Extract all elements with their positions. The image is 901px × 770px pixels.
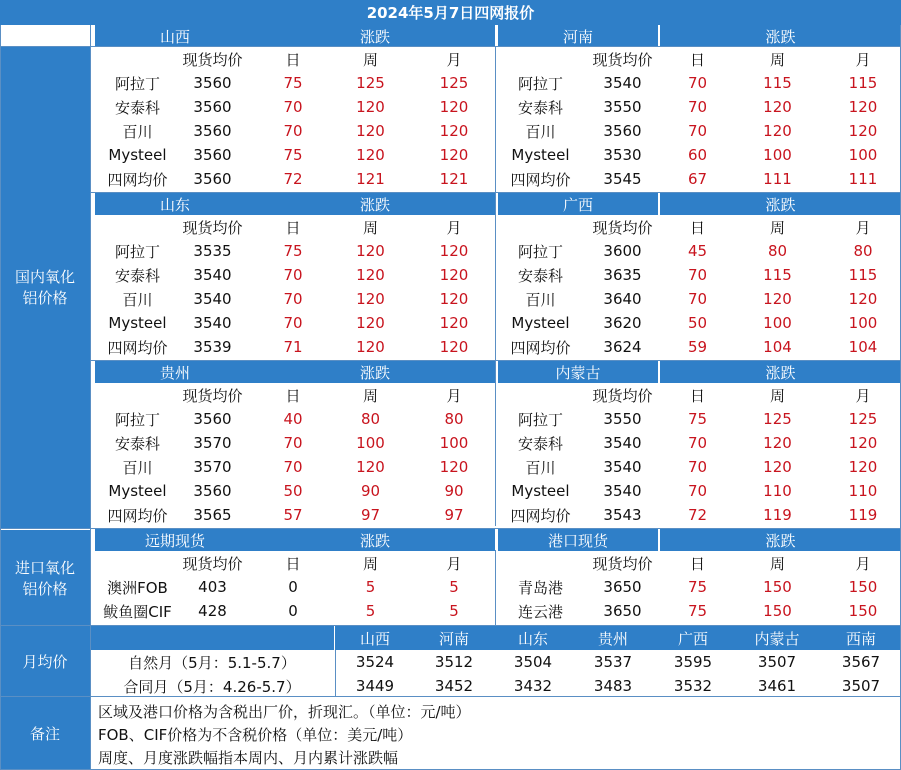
- price-value: 428: [198, 602, 227, 620]
- monthly-region-header: 山西: [335, 626, 415, 650]
- price-value: 3540: [193, 314, 232, 332]
- price-value: 3560: [193, 410, 232, 428]
- price-value: 3560: [193, 74, 232, 92]
- monthly-row-label: 自然月（5月：5.1-5.7）: [128, 653, 296, 672]
- note-line: 区域及港口价格为含税出厂价，折现汇。（单位：元/吨）: [98, 703, 471, 721]
- change-header: 涨跌: [255, 529, 495, 551]
- grid-line: [90, 192, 901, 193]
- week-change: 115: [763, 74, 792, 92]
- price-header: 现货均价: [182, 218, 243, 237]
- day-change: 70: [283, 434, 303, 452]
- price-value: 3640: [603, 290, 642, 308]
- source-label: 阿拉丁: [114, 242, 160, 261]
- week-change: 125: [763, 410, 792, 428]
- day-change: 57: [283, 506, 303, 524]
- change-header: 涨跌: [255, 193, 495, 215]
- price-header: 现货均价: [182, 554, 243, 573]
- region-name: 山西: [95, 25, 255, 47]
- month-change: 5: [449, 602, 459, 620]
- price-value: 3560: [603, 122, 642, 140]
- side-label-domestic: 国内氧化铝价格: [0, 46, 90, 528]
- month-header: 月: [855, 218, 871, 237]
- source-label: Mysteel: [511, 314, 570, 332]
- source-label: 阿拉丁: [517, 74, 563, 93]
- month-header: 月: [446, 50, 462, 69]
- note-line: FOB、CIF价格为不含税价格（单位：美元/吨）: [98, 726, 413, 744]
- week-change: 125: [356, 74, 385, 92]
- source-label: 四网均价: [107, 170, 168, 189]
- week-change: 100: [763, 146, 792, 164]
- source-label: 四网均价: [510, 338, 571, 357]
- week-change: 120: [763, 98, 792, 116]
- month-change: 80: [853, 242, 873, 260]
- week-header: 周: [362, 386, 378, 405]
- price-value: 3620: [603, 314, 642, 332]
- table-title: 2024年5月7日四网报价: [0, 0, 901, 25]
- source-label: 四网均价: [107, 338, 168, 357]
- month-change: 125: [848, 410, 878, 428]
- month-header: 月: [855, 554, 871, 573]
- month-change: 120: [848, 290, 878, 308]
- week-header: 周: [769, 50, 785, 69]
- source-label: 安泰科: [517, 98, 563, 117]
- price-value: 3550: [603, 410, 642, 428]
- change-header: 涨跌: [660, 25, 901, 47]
- day-change: 70: [687, 122, 708, 140]
- monthly-value: 3449: [355, 677, 395, 695]
- import-group-name: 港口现货: [498, 529, 658, 551]
- day-change: 70: [283, 290, 303, 308]
- week-change: 111: [763, 170, 792, 188]
- price-value: 3545: [603, 170, 642, 188]
- monthly-value: 3452: [434, 677, 474, 695]
- month-change: 119: [848, 506, 878, 524]
- week-change: 119: [763, 506, 792, 524]
- month-change: 120: [439, 266, 469, 284]
- monthly-value: 3504: [513, 653, 553, 671]
- price-value: 3560: [193, 482, 232, 500]
- month-change: 120: [439, 458, 469, 476]
- month-header: 月: [855, 50, 871, 69]
- week-change: 120: [763, 458, 792, 476]
- week-change: 121: [356, 170, 385, 188]
- grid-line: [0, 528, 901, 529]
- week-change: 120: [356, 458, 385, 476]
- week-change: 120: [356, 290, 385, 308]
- price-header: 现货均价: [592, 386, 653, 405]
- week-change: 150: [763, 578, 792, 596]
- source-label: 安泰科: [114, 98, 160, 117]
- price-header: 现货均价: [592, 554, 653, 573]
- price-value: 3560: [193, 122, 232, 140]
- day-header: 日: [689, 50, 705, 69]
- day-change: 50: [283, 482, 303, 500]
- price-value: 3600: [603, 242, 642, 260]
- source-label: 百川: [525, 458, 556, 477]
- price-value: 3540: [603, 74, 642, 92]
- price-header: 现货均价: [592, 218, 653, 237]
- source-label: 四网均价: [510, 170, 571, 189]
- price-value: 3550: [603, 98, 642, 116]
- month-change: 120: [439, 122, 469, 140]
- monthly-region-header: 河南: [415, 626, 493, 650]
- month-change: 5: [449, 578, 459, 596]
- monthly-value: 3512: [434, 653, 474, 671]
- import-group-name: 远期现货: [95, 529, 255, 551]
- month-change: 100: [848, 314, 878, 332]
- month-change: 120: [439, 338, 469, 356]
- source-label: 连云港: [517, 602, 563, 621]
- month-change: 120: [439, 314, 469, 332]
- day-change: 75: [283, 74, 303, 92]
- month-change: 120: [439, 146, 469, 164]
- source-label: 安泰科: [114, 266, 160, 285]
- month-header: 月: [446, 218, 462, 237]
- month-change: 120: [848, 122, 878, 140]
- monthly-value: 3461: [757, 677, 797, 695]
- price-value: 3540: [603, 482, 642, 500]
- source-label: Mysteel: [108, 482, 167, 500]
- price-value: 3543: [603, 506, 642, 524]
- grid-line: [90, 25, 91, 770]
- day-change: 60: [687, 146, 708, 164]
- week-change: 5: [365, 602, 376, 620]
- source-label: Mysteel: [511, 146, 570, 164]
- region-name: 贵州: [95, 361, 255, 383]
- source-label: 百川: [122, 122, 153, 141]
- region-name: 内蒙古: [498, 361, 658, 383]
- month-change: 100: [439, 434, 469, 452]
- month-change: 150: [848, 602, 878, 620]
- month-header: 月: [446, 386, 462, 405]
- month-header: 月: [446, 554, 462, 573]
- price-value: 3535: [193, 242, 232, 260]
- day-change: 75: [283, 146, 303, 164]
- month-change: 120: [848, 98, 878, 116]
- week-change: 104: [763, 338, 792, 356]
- day-change: 50: [687, 314, 708, 332]
- day-header: 日: [689, 386, 705, 405]
- monthly-value: 3524: [355, 653, 395, 671]
- monthly-value: 3537: [593, 653, 633, 671]
- day-change: 0: [288, 602, 298, 620]
- day-change: 75: [687, 410, 708, 428]
- source-label: 百川: [525, 290, 556, 309]
- monthly-value: 3507: [757, 653, 797, 671]
- price-value: 3635: [603, 266, 642, 284]
- day-change: 70: [283, 122, 303, 140]
- price-value: 3540: [193, 290, 232, 308]
- week-change: 110: [763, 482, 792, 500]
- day-change: 70: [687, 74, 708, 92]
- source-label: 百川: [122, 290, 153, 309]
- price-value: 3570: [193, 458, 232, 476]
- day-change: 72: [687, 506, 708, 524]
- week-change: 120: [763, 290, 792, 308]
- monthly-region-header: 广西: [653, 626, 733, 650]
- monthly-value: 3532: [673, 677, 713, 695]
- week-change: 120: [356, 146, 385, 164]
- month-change: 150: [848, 578, 878, 596]
- month-change: 120: [439, 290, 469, 308]
- month-change: 120: [439, 242, 469, 260]
- week-header: 周: [769, 218, 785, 237]
- region-name: 河南: [498, 25, 658, 47]
- day-change: 75: [687, 578, 708, 596]
- week-header: 周: [769, 386, 785, 405]
- source-label: 阿拉丁: [114, 410, 160, 429]
- month-change: 104: [848, 338, 878, 356]
- change-header: 涨跌: [660, 193, 901, 215]
- day-change: 70: [687, 266, 708, 284]
- price-value: 3530: [603, 146, 642, 164]
- source-label: 阿拉丁: [114, 74, 160, 93]
- day-header: 日: [689, 218, 705, 237]
- day-change: 45: [687, 242, 708, 260]
- week-change: 120: [356, 122, 385, 140]
- day-change: 70: [283, 458, 303, 476]
- price-value: 3650: [603, 578, 642, 596]
- day-change: 70: [687, 290, 708, 308]
- source-label: 澳洲FOB: [107, 578, 168, 597]
- week-change: 115: [763, 266, 792, 284]
- day-header: 日: [285, 554, 301, 573]
- source-label: 四网均价: [510, 506, 571, 525]
- source-label: 青岛港: [517, 578, 563, 597]
- source-label: 鲅鱼圈CIF: [103, 602, 172, 621]
- week-change: 120: [356, 314, 385, 332]
- week-change: 5: [365, 578, 376, 596]
- month-change: 111: [848, 170, 878, 188]
- week-header: 周: [362, 554, 378, 573]
- side-label-monthly: 月均价: [0, 626, 90, 696]
- week-change: 90: [360, 482, 381, 500]
- week-change: 80: [767, 242, 788, 260]
- week-change: 120: [356, 266, 385, 284]
- day-change: 0: [288, 578, 298, 596]
- price-header: 现货均价: [182, 386, 243, 405]
- day-header: 日: [285, 218, 301, 237]
- day-change: 75: [687, 602, 708, 620]
- price-value: 3539: [193, 338, 232, 356]
- day-change: 67: [687, 170, 708, 188]
- month-change: 97: [444, 506, 464, 524]
- day-change: 70: [687, 482, 708, 500]
- source-label: Mysteel: [108, 146, 167, 164]
- day-change: 59: [687, 338, 708, 356]
- source-label: 安泰科: [517, 434, 563, 453]
- grid-line: [335, 650, 336, 696]
- monthly-header-blank: [90, 626, 334, 650]
- month-change: 100: [848, 146, 878, 164]
- week-change: 120: [763, 122, 792, 140]
- price-value: 3650: [603, 602, 642, 620]
- day-change: 70: [687, 98, 708, 116]
- source-label: Mysteel: [511, 482, 570, 500]
- change-header: 涨跌: [255, 25, 495, 47]
- month-change: 110: [848, 482, 878, 500]
- month-change: 120: [848, 458, 878, 476]
- price-value: 3560: [193, 98, 232, 116]
- week-change: 100: [356, 434, 385, 452]
- month-change: 90: [444, 482, 464, 500]
- monthly-region-header: 西南: [821, 626, 901, 650]
- change-header: 涨跌: [660, 361, 901, 383]
- month-change: 120: [848, 434, 878, 452]
- month-change: 125: [439, 74, 469, 92]
- source-label: 百川: [122, 458, 153, 477]
- day-header: 日: [285, 386, 301, 405]
- day-header: 日: [689, 554, 705, 573]
- day-change: 70: [283, 98, 303, 116]
- week-change: 100: [763, 314, 792, 332]
- monthly-region-header: 贵州: [573, 626, 653, 650]
- price-value: 3540: [603, 434, 642, 452]
- grid-line: [0, 696, 901, 697]
- day-change: 40: [283, 410, 303, 428]
- price-value: 3540: [193, 266, 232, 284]
- price-value: 3560: [193, 146, 232, 164]
- source-label: Mysteel: [108, 314, 167, 332]
- month-change: 115: [848, 74, 878, 92]
- price-header: 现货均价: [592, 50, 653, 69]
- price-value: 3540: [603, 458, 642, 476]
- grid-line: [0, 46, 901, 47]
- month-change: 80: [444, 410, 464, 428]
- week-header: 周: [362, 218, 378, 237]
- week-change: 120: [356, 338, 385, 356]
- grid-line: [495, 550, 496, 626]
- grid-line: [495, 46, 496, 526]
- week-change: 97: [360, 506, 381, 524]
- week-change: 120: [356, 98, 385, 116]
- day-change: 70: [283, 266, 303, 284]
- grid-line: [90, 360, 901, 361]
- change-header: 涨跌: [255, 361, 495, 383]
- change-header: 涨跌: [660, 529, 901, 551]
- day-change: 75: [283, 242, 303, 260]
- monthly-value: 3595: [673, 653, 713, 671]
- day-change: 70: [687, 434, 708, 452]
- price-header: 现货均价: [182, 50, 243, 69]
- price-value: 3570: [193, 434, 232, 452]
- week-change: 80: [360, 410, 381, 428]
- month-change: 115: [848, 266, 878, 284]
- week-change: 120: [356, 242, 385, 260]
- price-value: 3624: [603, 338, 642, 356]
- week-header: 周: [769, 554, 785, 573]
- day-change: 71: [283, 338, 303, 356]
- grid-line: [0, 625, 901, 626]
- day-header: 日: [285, 50, 301, 69]
- region-name: 山东: [95, 193, 255, 215]
- week-header: 周: [362, 50, 378, 69]
- price-value: 403: [198, 578, 227, 596]
- day-change: 70: [687, 458, 708, 476]
- note-line: 周度、月度涨跌幅指本周内、月内累计涨跌幅: [98, 749, 399, 767]
- day-change: 70: [283, 314, 303, 332]
- monthly-value: 3567: [841, 653, 881, 671]
- source-label: 安泰科: [517, 266, 563, 285]
- week-change: 150: [763, 602, 792, 620]
- source-label: 百川: [525, 122, 556, 141]
- monthly-value: 3483: [593, 677, 633, 695]
- price-value: 3565: [193, 506, 232, 524]
- source-label: 四网均价: [107, 506, 168, 525]
- source-label: 阿拉丁: [517, 242, 563, 261]
- week-change: 120: [763, 434, 792, 452]
- side-label-notes: 备注: [0, 697, 90, 770]
- day-change: 72: [283, 170, 303, 188]
- region-name: 广西: [498, 193, 658, 215]
- month-change: 120: [439, 98, 469, 116]
- price-value: 3560: [193, 170, 232, 188]
- monthly-region-header: 内蒙古: [733, 626, 821, 650]
- monthly-value: 3432: [513, 677, 553, 695]
- source-label: 阿拉丁: [517, 410, 563, 429]
- side-label-import: 进口氧化铝价格: [0, 530, 90, 625]
- monthly-region-header: 山东: [493, 626, 573, 650]
- monthly-value: 3507: [841, 677, 881, 695]
- month-header: 月: [855, 386, 871, 405]
- source-label: 安泰科: [114, 434, 160, 453]
- month-change: 121: [439, 170, 469, 188]
- monthly-row-label: 合同月（5月：4.26-5.7）: [123, 677, 301, 696]
- grid-line: [0, 25, 1, 770]
